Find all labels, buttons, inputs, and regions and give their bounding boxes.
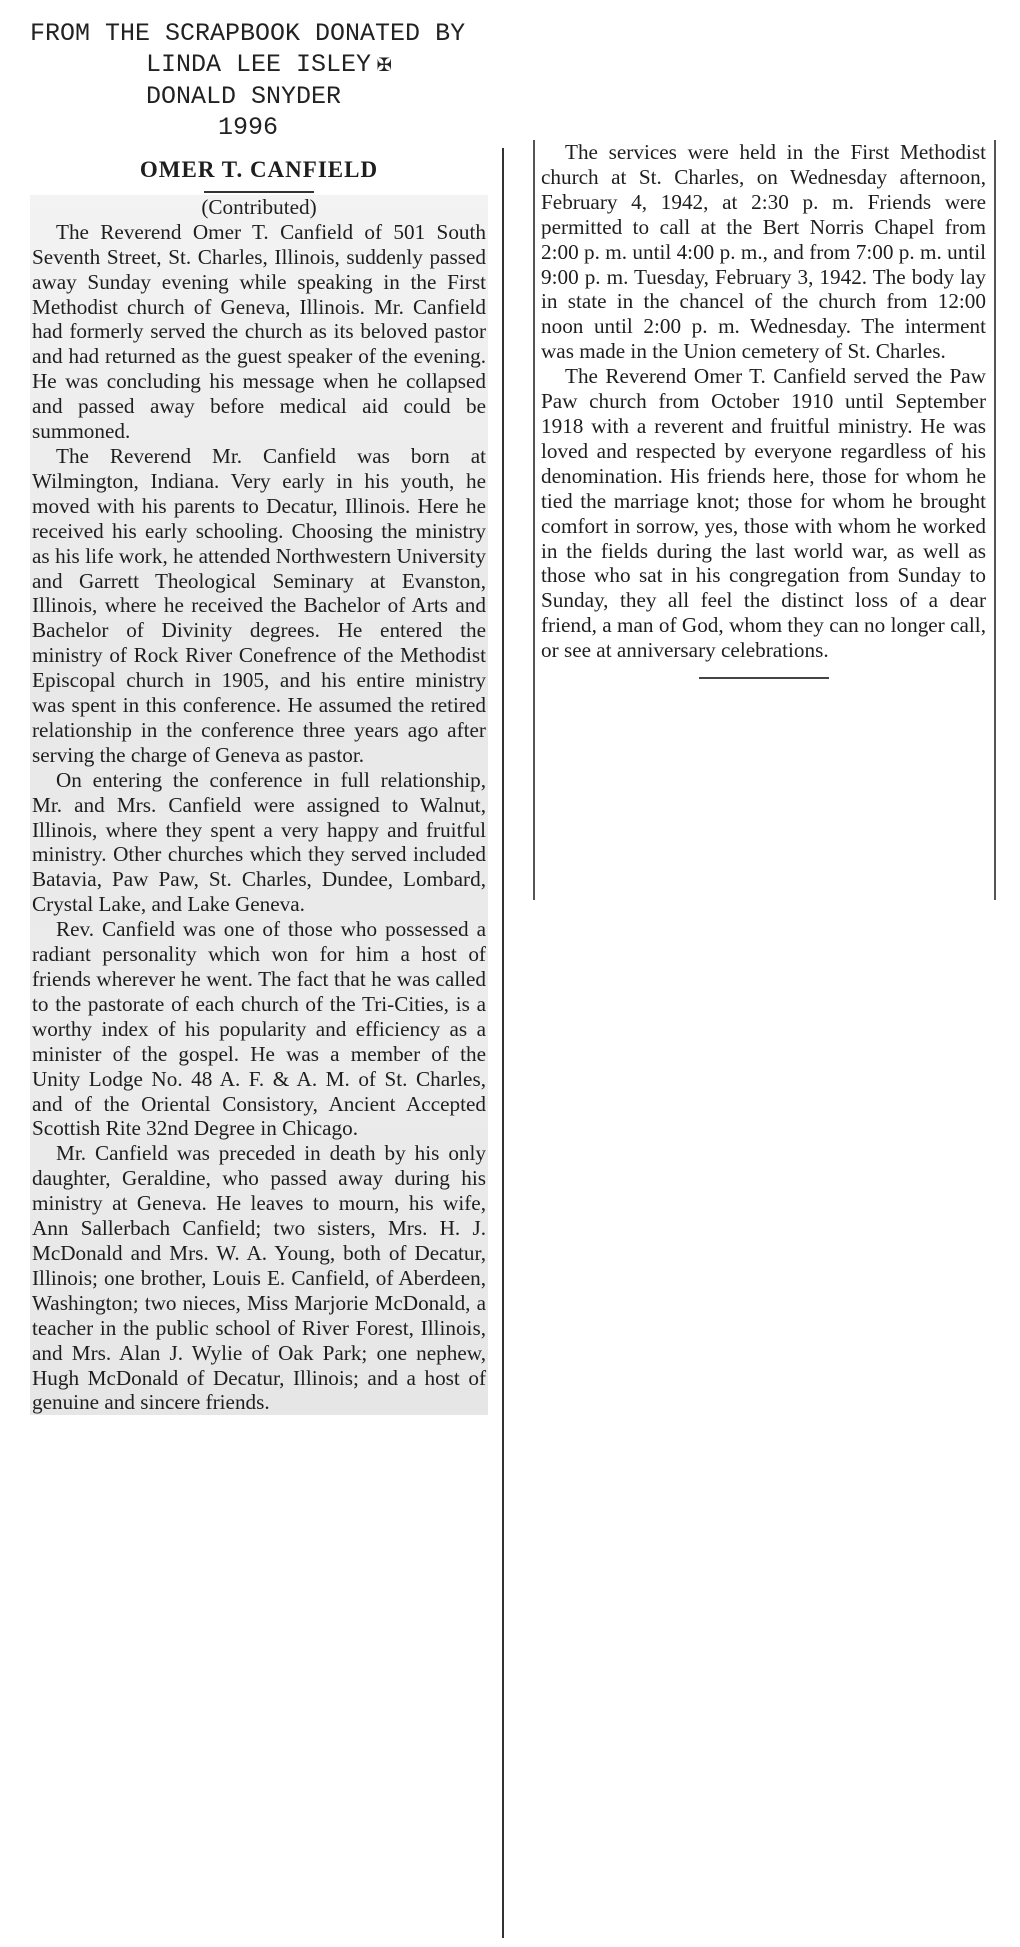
article-left-column	[26, 148, 504, 1938]
scrapbook-header	[26, 18, 546, 143]
contributed-byline: (Contributed)	[201, 194, 317, 219]
paragraph-paw-paw-ministry: The Reverend Omer T. Canfield served the Paw Paw church from October 1910 until September 1918 with a reverent and fruitful ministry. He was loved and respected by everyone regardless of his denomination. His friends here, those for whom he tied the marriage knot; those for whom he brought comfort in sorrow, yes, those with whom he worked in the fields during the last world war, as well as those who sat in his congregation from Sunday to Sunday, they all feel the distinct loss of a dear friend, a man of God, whom they can no longer call, or see at anniversary celebrations.	[541, 364, 986, 663]
paragraph-services: The services were held in the First Methodist church at St. Charles, on Wednesday afternoon, February 4, 1942, at 2:30 p. m. Friends were permitted to call at the Bert Norris Chapel from 2:00 p. m. until 4:00 p. m., and from 7:00 p. m. until 9:00 p. m. Tuesday, February 3, 1942. The body lay in state in the chancel of the church from 12:00 noon until 2:00 p. m. Wednesday. The interment was made in the Union cemetery of St. Charles.	[541, 140, 986, 364]
article-title: OMER T. CANFIELD	[139, 157, 379, 182]
paragraph-survivors: Mr. Canfield was preceded in death by his only daughter, Geraldine, who passed away during his ministry at Geneva. He leaves to mourn, his wife, Ann Sallerbach Canfield; two sisters, Mrs. H. J. McDonald and Mrs. W. A. Young, both of Decatur, Illinois; one brother, Louis E. Canfield, of Aberdeen, Washington; two nieces, Miss Marjorie McDonald, a teacher in the public school of River Forest, Illinois, and Mrs. Alan J. Wylie of Oak Park; one nephew, Hugh McDonald of Decatur, Illinois; and a host of genuine and sincere friends.	[32, 1141, 486, 1415]
header-line-donated: FROM THE SCRAPBOOK DONATED BY	[30, 19, 466, 48]
paragraph-personality: Rev. Canfield was one of those who possessed a radiant personality which won for him a host of friends wherever he went. The fact that he was called to the pastorate of each church of the Tri-Cities, is a worthy index of his popularity and efficiency as a minister of the gospel. He was a member of the Unity Lodge No. 48 A. F. & A. M. of St. Charles, and of the Oriental Consistory, Ancient Accepted Scottish Rite 32nd Degree in Chicago.	[32, 917, 486, 1141]
paragraph-death-notice: The Reverend Omer T. Canfield of 501 South Seventh Street, St. Charles, Illinois, suddenly passed away Sunday evening while speaking in the First Methodist church of Geneva, Illinois. Mr. Canfield had formerly served the church as its beloved pastor and had returned as the guest speaker of the evening. He was concluding his message when he collapsed and passed away before medical aid could be summoned.	[32, 219, 486, 444]
paragraph-churches-served: On entering the conference in full relationship, Mr. and Mrs. Canfield were assigned to Walnut, Illinois, where they spent a very happy and fruitful ministry. Other churches which they served included Batavia, Paw Paw, St. Charles, Dundee, Lombard, Crystal Lake, and Lake Geneva.	[32, 767, 486, 917]
header-line-donor-2: DONALD SNYDER	[146, 82, 342, 111]
article-right-column	[533, 140, 996, 900]
donor-name-1: LINDA LEE ISLEY	[146, 50, 372, 79]
left-column-body	[30, 195, 488, 1415]
header-line-donor-1	[146, 49, 546, 81]
title-divider	[204, 191, 314, 193]
article-end-divider	[699, 677, 829, 679]
header-line-year: 1996	[218, 113, 279, 142]
handwritten-check-mark: ✠	[377, 52, 392, 79]
paragraph-biography: The Reverend Mr. Canfield was born at Wilmington, Indiana. Very early in his youth, he moved with his parents to Decatur, Illinois. Here he received his early schooling. Choosing the ministry as his life work, he attended Northwestern University and Garrett Theological Seminary at Evanston, Illinois, where he received the Bachelor of Arts and Bachelor of Divinity degrees. He entered the ministry of Rock River Conefrence of the Methodist Episcopal church in 1905, and his entire ministry was spent in this conference. He assumed the retired relationship in the conference three years ago after serving the charge of Geneva as pastor.	[32, 443, 486, 767]
